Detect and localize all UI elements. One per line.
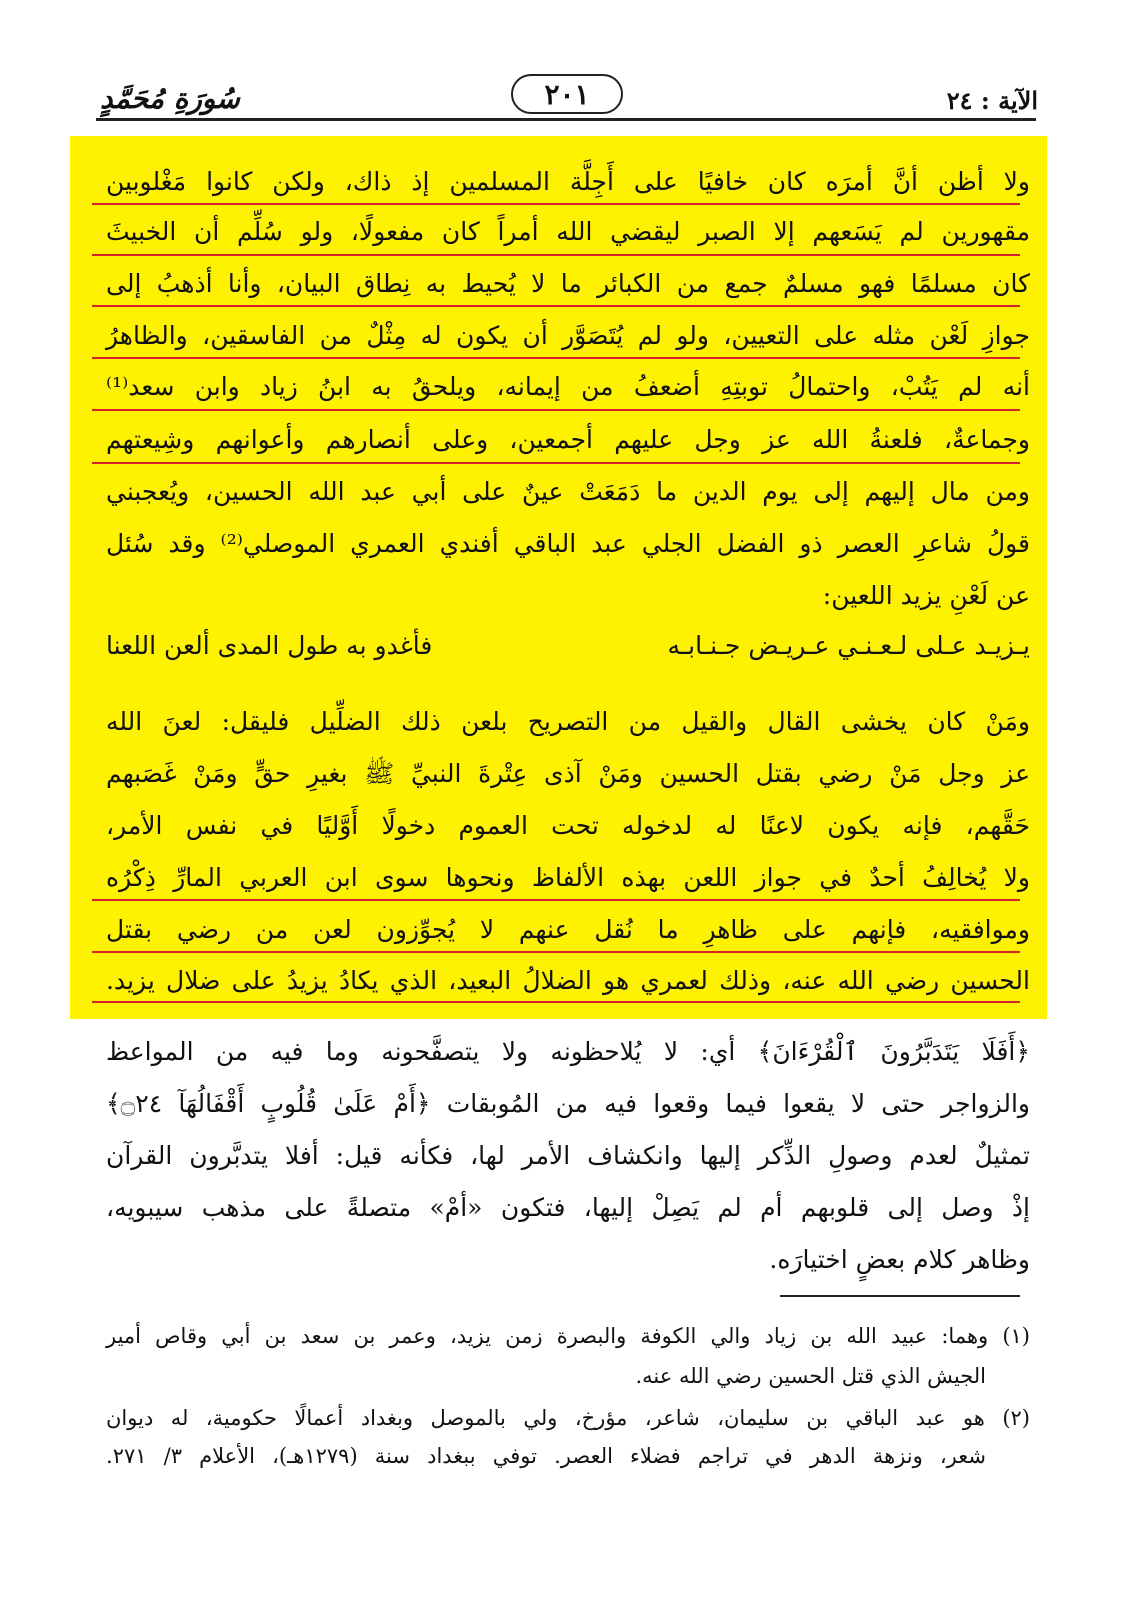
text-line: ومن مال إليهم إلى يوم الدين ما دَمَعَتْ عينٌ على أبي عبد الله الحسين، ويُعجبني <box>106 477 1030 506</box>
footnote-line: (١) وهما: عبيد الله بن زياد والي الكوفة والبصرة زمن يزيد، وعمر بن سعد بن أبي وقاص أمير <box>106 1324 1030 1348</box>
red-underline <box>92 409 1020 411</box>
text-line: أنه لم يَتُبْ، واحتمالُ توبتِهِ أضعفُ من إيمانه، ويلحقُ به ابنُ زياد وابن سعد⁽¹⁾ <box>106 372 1030 401</box>
red-underline <box>92 951 1020 953</box>
red-underline <box>92 357 1020 359</box>
text-line: قولُ شاعرِ العصر ذو الفضل الجلي عبد الباقي أفندي العمري الموصلي⁽²⁾ وقد سُئل <box>106 529 1030 558</box>
red-underline <box>92 1001 1020 1003</box>
text-line: ولا يُخالِفُ أحدٌ في جواز اللعن بهذه الألفاظ ونحوها سوى ابن العربي المارِّ ذِكْرُه <box>106 863 1030 892</box>
text-line: إذْ وصل إلى قلوبهم أم لم يَصِلْ إليها، فتكون «أمْ» متصلةً على مذهب سيبويه، <box>106 1193 1030 1222</box>
footnote-line: (٢) هو عبد الباقي بن سليمان، شاعر، مؤرخ، ولي بالموصل وبغداد أعمالًا حكومية، له ديوان <box>106 1406 1030 1430</box>
text-line: وجماعةٌ، فلعنةُ الله عز وجل عليهم أجمعين، وعلى أنصارهم وأعوانهم وشِيعتهم <box>106 425 1030 454</box>
red-underline <box>92 203 1020 205</box>
text-line: حَقَّهم، فإنه يكون لاعنًا له لدخوله تحت العموم دخولًا أَوَّليًا في نفس الأمر، <box>106 811 1030 840</box>
text-line: مقهورين لم يَسَعهم إلا الصبر ليقضي الله أمراً كان مفعولًا، ولو سُلِّم أن الخبيثَ <box>106 217 1030 246</box>
poem-hemistich-1: يـزيـد عـلى لـعـنـي عـريـض جـنـابـه <box>667 631 1030 660</box>
text-line: عز وجل مَنْ رضي بقتل الحسين ومَنْ آذى عِتْرةَ النبيِّ ﷺ بغيرِ حقٍّ ومَنْ غَصَبهم <box>106 759 1030 788</box>
red-underline <box>92 462 1020 464</box>
surah-title: سُورَةِ مُحَمَّدٍ <box>100 82 240 115</box>
footnote-line: الجيش الذي قتل الحسين رضي الله عنه. <box>635 1364 986 1388</box>
text-line: ومَنْ كان يخشى القال والقيل من التصريح بلعن ذلك الضلِّيل فليقل: لعنَ الله <box>106 707 1030 736</box>
text-line: وموافقيه، فإنهم على ظاهرِ ما نُقل عنهم لا يُجوِّزون لعن من رضي بقتل <box>106 915 1030 944</box>
footnote-line: شعر، ونزهة الدهر في تراجم فضلاء العصر. توفي ببغداد سنة (١٢٧٩هـ)، الأعلام ٣/ ٢٧١. <box>106 1444 986 1468</box>
text-line: والزواجر حتى لا يقعوا فيما وقعوا فيه من المُوبقات ﴿أَمْ عَلَىٰ قُلُوبٍ أَقْفَالُهَآ ۝٢٤﴾ <box>106 1089 1030 1118</box>
text-line: ولا أظن أنَّ أمرَه كان خافيًا على أَجِلَّة المسلمين إذ ذاك، ولكن كانوا مَغْلوبين <box>106 167 1030 196</box>
text-line: الحسين رضي الله عنه، وذلك لعمري هو الضلالُ البعيد، الذي يكادُ يزيدُ على ضلال يزيد. <box>106 966 1030 995</box>
text-line: كان مسلمًا فهو مسلمٌ جمع من الكبائر ما لا يُحيط به نِطاق البيان، وأنا أذهبُ إلى <box>106 269 1030 298</box>
poem-hemistich-2: فأغدو به طول المدى ألعن اللعنا <box>106 631 433 660</box>
footnote-rule <box>780 1295 1020 1297</box>
red-underline <box>92 254 1020 256</box>
header-rule <box>96 118 1036 121</box>
text-line: عن لَعْنِ يزيد اللعين: <box>822 581 1030 610</box>
page-number: ٢٠١ <box>511 74 623 114</box>
red-underline <box>92 305 1020 307</box>
text-line: جوازِ لَعْن مثله على التعيين، ولو لم يُتَصَوَّر أن يكون له مِثْلٌ من الفاسقين، والظاهرُ <box>106 321 1030 350</box>
red-underline <box>92 899 1020 901</box>
text-line: تمثيلٌ لعدم وصولِ الذِّكر إليها وانكشاف الأمر لها، فكأنه قيل: أفلا يتدبَّرون القرآن <box>106 1141 1030 1170</box>
text-line: ﴿أَفَلَا يَتَدَبَّرُونَ ٱلْقُرْءَانَ﴾ أي: لا يُلاحظونه ولا يتصفَّحونه وما فيه من المواعظ <box>106 1037 1030 1066</box>
text-line: وظاهر كلام بعضٍ اختيارَه. <box>769 1245 1030 1274</box>
verse-label: الآية : ٢٤ <box>946 86 1038 115</box>
poem-verse <box>106 631 1030 667</box>
